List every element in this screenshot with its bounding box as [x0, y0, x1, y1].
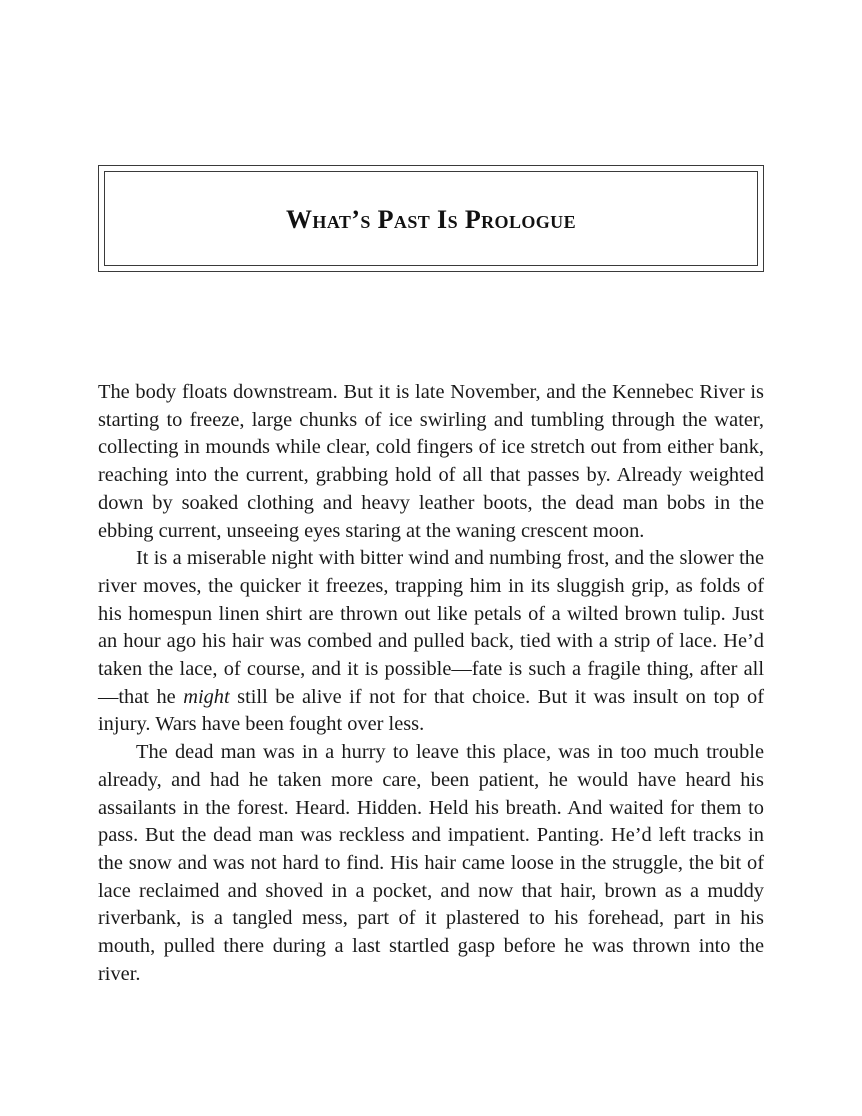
- chapter-title-inner-frame: [104, 171, 758, 266]
- paragraph-3: [98, 739, 764, 988]
- paragraph-2-italic-word: might: [183, 685, 230, 708]
- paragraph-1-text: The body floats downstream. But it is late November, and the Kennebec River is starting to freeze, large chunks of ice swirling and tumbling through the water, collecting in mounds while clear, cold fingers of ice stretch out from either bank, reaching into the current, grabbing hold of all that passes by. Already weighted down by soaked clothing and heavy leather boots, the dead man bobs in the ebbing current, unseeing eyes staring at the waning crescent moon.: [98, 381, 764, 542]
- chapter-title: What’s Past Is Prologue: [286, 204, 576, 234]
- paragraph-2-text-start: It is a miserable night with bitter wind and numbing frost, and the slower the river moves, the quicker it freezes, trapping him in its sluggish grip, as folds of his homespun linen shirt are thrown out like petals of a wilted brown tulip. Just an hour ago his hair was combed and pulled back, tied with a strip of lace. He’d taken the lace, of course, and it is possible—fate is such a fragile thing, after all—that he: [98, 547, 764, 708]
- chapter-body: [98, 379, 764, 988]
- paragraph-2: [98, 545, 764, 739]
- paragraph-2-text-end: still be alive if not for that choice. But it was insult on top of injury. Wars have been fought over less.: [98, 685, 764, 736]
- chapter-title-frame: [98, 165, 764, 272]
- paragraph-1: [98, 379, 764, 545]
- paragraph-3-text: The dead man was in a hurry to leave this place, was in too much trouble already, and had he taken more care, been patient, he would have heard his assailants in the forest. Heard. Hidden. Held his breath. And waited for them to pass. But the dead man was reckless and impatient. Panting. He’d left tracks in the snow and was not hard to find. His hair came loose in the struggle, the bit of lace reclaimed and shoved in a pocket, and now that hair, brown as a muddy riverbank, is a tangled mess, part of it plastered to his forehead, part in his mouth, pulled there during a last startled gasp before he was thrown into the river.: [98, 741, 764, 985]
